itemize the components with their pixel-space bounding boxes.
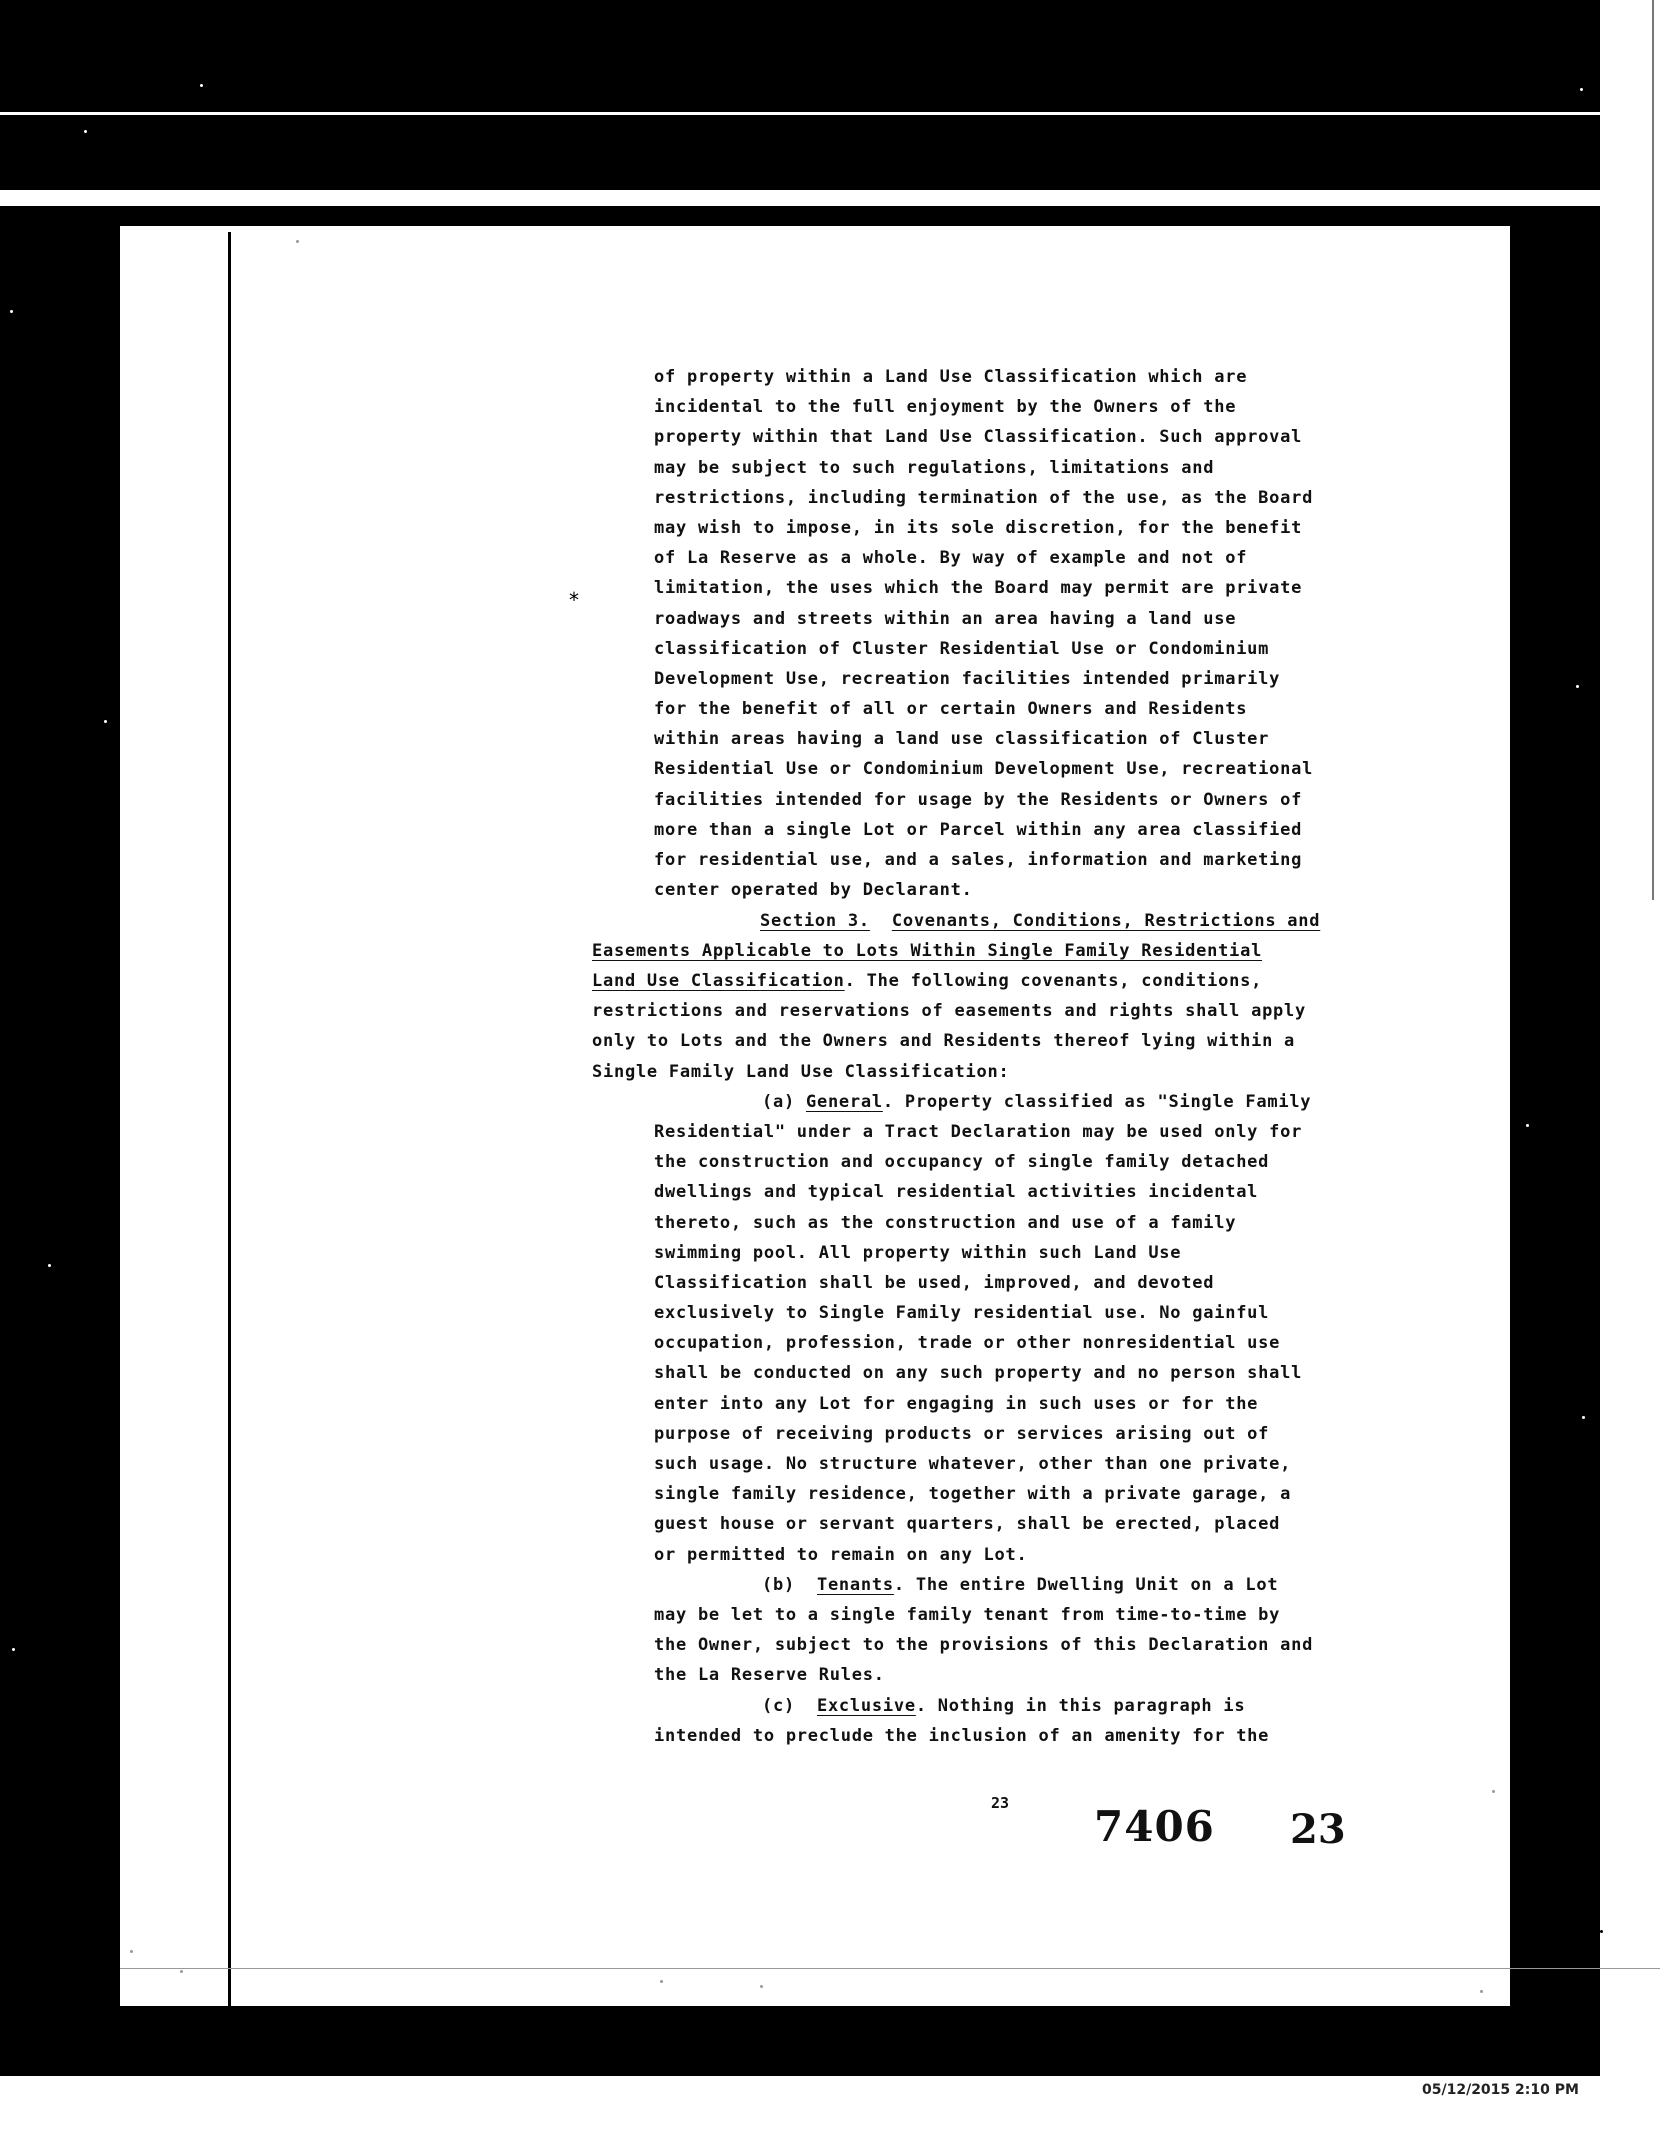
body-line: intended to preclude the inclusion of an amenity for the [654,1725,1270,1746]
body-line: purpose of receiving products or services arising out of [654,1423,1270,1444]
paragraph-c [654,1691,1269,1751]
body-text: . Nothing in this paragraph is [915,1695,1246,1716]
margin-marker: * [569,588,579,612]
body-line: swimming pool. All property within such Land Use [654,1242,1182,1263]
body-text: . The following covenants, conditions, [844,970,1263,991]
body-line: single family residence, together with a private garage, a [654,1484,1292,1505]
page-number: 23 [991,1794,1010,1812]
body-line: Residential" under a Tract Declaration may be used only for [654,1121,1303,1142]
scan-border-top [0,0,1600,190]
body-line: for the benefit of all or certain Owners and Residents [654,699,1248,720]
scan-artifact-line-bottom [120,1968,1660,1969]
section-3-heading-line [592,966,1320,996]
body-line: restrictions, including termination of the use, as the Board [654,487,1314,508]
paragraph-a [654,1087,1311,1570]
body-text: . Property classified as "Single Family [882,1091,1312,1112]
paragraph-heading: General [805,1091,883,1112]
binding-margin-rule [228,232,231,2012]
scan-speck [296,240,299,243]
section-3-title: Covenants, Conditions, Restrictions and [891,910,1321,931]
scan-speck [12,1648,15,1651]
body-line: enter into any Lot for engaging in such uses or for the [654,1393,1259,1414]
body-line: thereto, such as the construction and use of a family [654,1212,1237,1233]
body-line: exclusively to Single Family residential use. No gainful [654,1303,1270,1324]
scan-speck [104,720,107,723]
body-line: may be subject to such regulations, limitations and [654,457,1215,478]
body-line: restrictions and reservations of easements and rights shall apply [592,1001,1307,1022]
section-3-heading-line [592,936,1320,966]
body-line: may be let to a single family tenant from time-to-time by [654,1605,1281,1626]
scan-speck [200,84,203,87]
scan-edge-line [1652,0,1654,900]
body-line: classification of Cluster Residential Use or Condominium [654,638,1270,659]
body-line: the Owner, subject to the provisions of this Declaration and [654,1635,1314,1656]
section-3-title: Easements Applicable to Lots Within Single Family Residential [592,940,1263,961]
body-line: guest house or servant quarters, shall be erected, placed [654,1514,1281,1535]
section-3-title: Land Use Classification [592,970,845,991]
paragraph-b [654,1570,1313,1691]
paragraph-label: (c) [762,1695,795,1716]
body-line: for residential use, and a sales, information and marketing [654,850,1303,870]
paragraph-label: (b) [762,1574,795,1595]
print-timestamp: 05/12/2015 2:10 PM [1422,2082,1579,2098]
body-line: of La Reserve as a whole. By way of example and not of [654,548,1248,569]
paragraph-b-heading-line [654,1570,1313,1600]
scan-speck [130,1950,133,1953]
scan-speck [760,1985,763,1988]
body-line: Classification shall be used, improved, and devoted [654,1272,1215,1293]
scan-artifact-line [0,112,1600,115]
paragraph-heading: Tenants [816,1574,894,1595]
body-line: more than a single Lot or Parcel within any area classified [654,819,1303,840]
paragraph-a-heading-line [654,1087,1311,1117]
body-text: . The entire Dwelling Unit on a Lot [893,1574,1279,1595]
recording-stamp-number: 7406 [1094,1802,1215,1851]
section-3-heading-line [592,906,1320,936]
scan-speck [48,1264,51,1267]
body-line: may wish to impose, in its sole discretion, for the benefit [654,517,1303,538]
document-text-block [654,362,1313,905]
scan-speck [1576,685,1579,688]
body-line: Residential Use or Condominium Development Use, recreational [654,759,1314,780]
body-line: or permitted to remain on any Lot. [654,1544,1028,1565]
body-line: dwellings and typical residential activities incidental [654,1182,1259,1203]
body-line: Single Family Land Use Classification: [592,1061,1010,1082]
body-line: occupation, profession, trade or other nonresidential use [654,1333,1281,1354]
scan-speck [470,2070,473,2073]
paragraph-heading: Exclusive [816,1695,916,1716]
body-line: property within that Land Use Classification. Such approval [654,427,1303,448]
scan-speck [1582,1416,1585,1419]
scan-speck [660,1980,663,1983]
body-line: incidental to the full enjoyment by the Owners of the [654,397,1237,418]
body-line: such usage. No structure whatever, other than one private, [654,1454,1292,1475]
recording-stamp-page: 23 [1290,1806,1346,1853]
body-line: Development Use, recreation facilities intended primarily [654,668,1281,689]
section-3-label: Section 3. [760,910,870,931]
scan-speck [1480,1990,1483,1993]
body-line: the La Reserve Rules. [654,1665,885,1686]
scan-speck [10,310,13,313]
scan-speck [1580,88,1583,91]
body-line: roadways and streets within an area having a land use [654,608,1237,629]
scan-speck [1526,1124,1529,1127]
body-line: limitation, the uses which the Board may permit are private [654,578,1303,599]
body-line: of property within a Land Use Classification which are [654,367,1248,387]
section-3-block [592,906,1320,1087]
scan-speck [1492,1790,1495,1793]
body-line: facilities intended for usage by the Residents or Owners of [654,789,1303,810]
scan-speck [84,130,87,133]
body-line: within areas having a land use classification of Cluster [654,729,1270,750]
scan-speck [180,1970,183,1973]
paragraph-c-heading-line [654,1691,1269,1721]
body-line: only to Lots and the Owners and Residents thereof lying within a [592,1031,1296,1052]
body-line: shall be conducted on any such property and no person shall [654,1363,1303,1384]
body-line: the construction and occupancy of single family detached [654,1152,1270,1173]
paragraph-label: (a) [762,1091,795,1112]
body-line: center operated by Declarant. [654,880,973,901]
scan-speck [1600,1930,1603,1933]
